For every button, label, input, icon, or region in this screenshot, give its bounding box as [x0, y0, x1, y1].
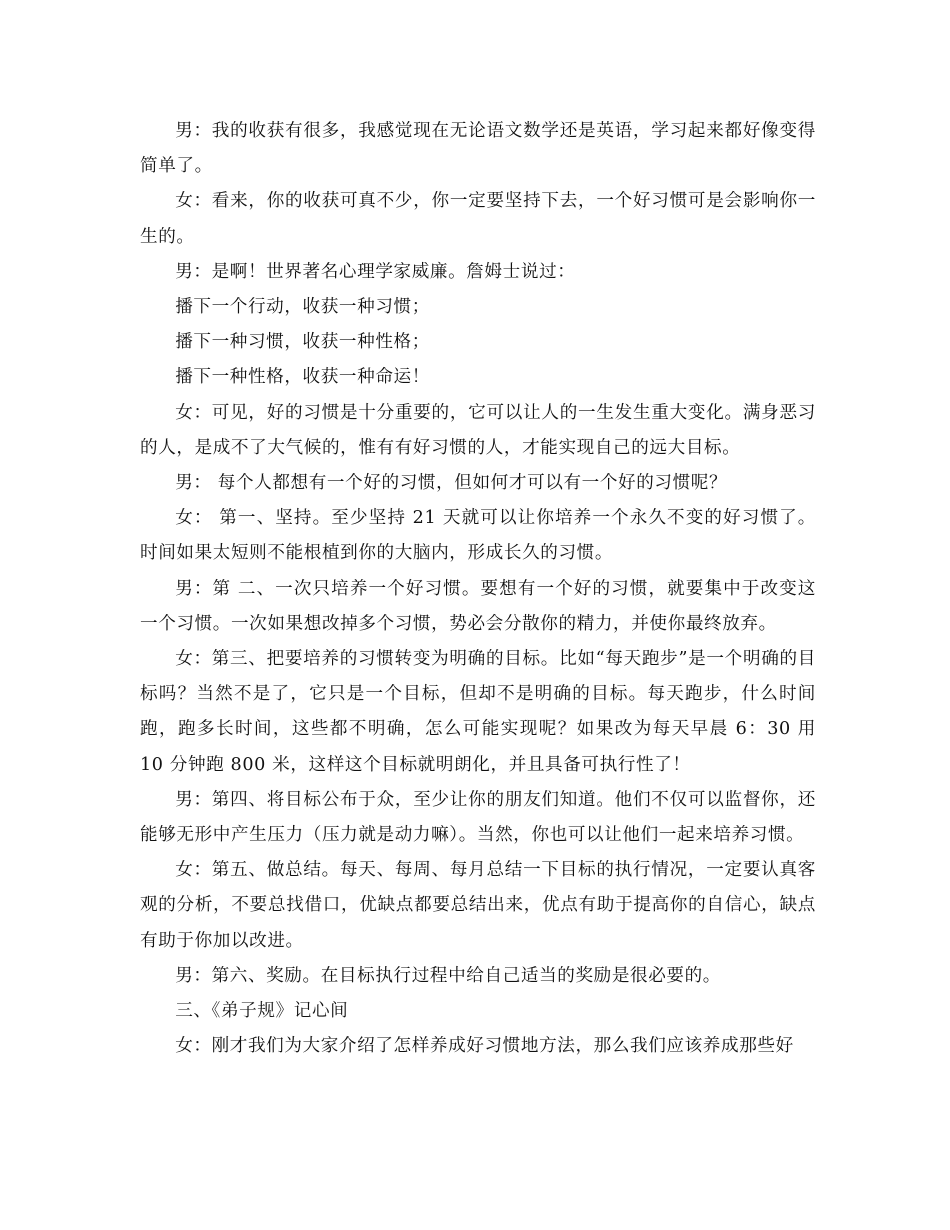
dialogue-paragraph-girl-step5: 女：第五、做总结。每天、每周、每月总结一下目标的执行情况，一定要认真客观的分析，不要总找借口，优缺点都要总结出来，优点有助于提高你的自信心，缺点有助于你加以改进。 — [140, 860, 816, 951]
section-heading: 三、《弟子规》记心间 — [175, 1001, 349, 1022]
dialogue-paragraph-girl-step3: 女：第三、把要培养的习惯转变为明确的目标。比如“每天跑步”是一个明确的目标吗？当然不是了，它只是一个目标，但却不是明确的目标。每天跑步，什么时间跑，跑多长时间，这些都不明确，怎么可能实现呢？如果改为每天早晨 6：30 用 10 分钟跑 800 米，这样这个目标就明朗化，并且具备可执行性了！ — [140, 649, 816, 775]
dialogue-paragraph-boy-harvest: 男：我的收获有很多，我感觉现在无论语文数学还是英语，学习起来都好像变得简单了。 — [140, 121, 816, 177]
dialogue-paragraph-boy-quote: 男：是啊！世界著名心理学家威廉。詹姆士说过： — [175, 261, 576, 282]
dialogue-paragraph-boy-question: 男： 每个人都想有一个好的习惯，但如何才可以有一个好的习惯呢？ — [175, 473, 728, 494]
dialogue-paragraph-boy-step4: 男：第四、将目标公布于众，至少让你的朋友们知道。他们不仅可以监督你，还能够无形中产生压力（压力就是动力嘛）。当然，你也可以让他们一起来培养习惯。 — [140, 789, 816, 846]
quote-line-3: 播下一种性格，收获一种命运！ — [175, 367, 430, 388]
dialogue-paragraph-girl-step1: 女： 第一、坚持。至少坚持 21 天就可以让你培养一个永久不变的好习惯了。时间如果太短则不能根植到你的大脑内，形成长久的习惯。 — [140, 508, 816, 564]
dialogue-paragraph-girl-transition: 女：刚才我们为大家介绍了怎样养成好习惯地方法，那么我们应该养成那些好 — [175, 1036, 794, 1057]
dialogue-paragraph-boy-step2: 男：第 二、一次只培养一个好习惯。要想有一个好的习惯，就要集中于改变这一个习惯。一次如果想改掉多个习惯，势必会分散你的精力，并使你最终放弃。 — [140, 578, 816, 634]
quote-line-2: 播下一种习惯，收获一种性格； — [175, 332, 430, 353]
dialogue-paragraph-girl-persist: 女：看来，你的收获可真不少，你一定要坚持下去，一个好习惯可是会影响你一生的。 — [140, 191, 816, 247]
quote-line-1: 播下一个行动，收获一种习惯； — [175, 297, 430, 318]
dialogue-paragraph-boy-step6: 男：第六、奖励。在目标执行过程中给自己适当的奖励是很必要的。 — [175, 965, 722, 986]
document-page — [140, 114, 816, 1064]
dialogue-paragraph-girl-importance: 女：可见，好的习惯是十分重要的，它可以让人的一生发生重大变化。满身恶习的人，是成不了大气候的，惟有有好习惯的人，才能实现自己的远大目标。 — [140, 402, 816, 458]
